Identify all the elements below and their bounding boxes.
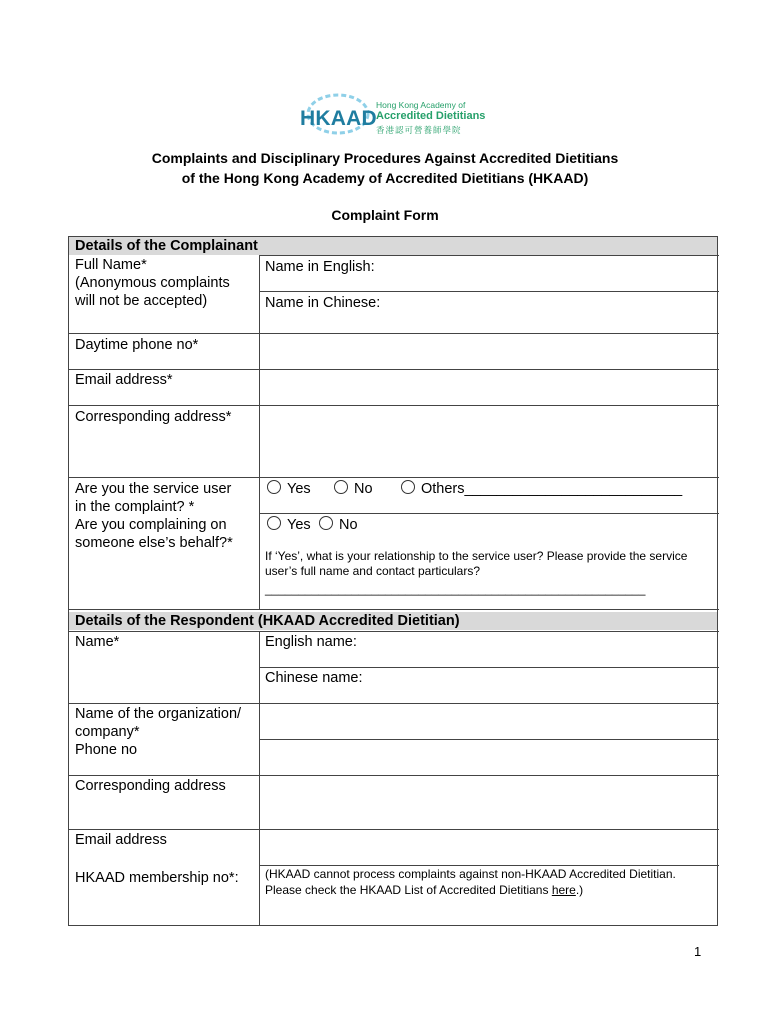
radio-label: Yes	[287, 517, 311, 533]
radio-label: Others___________________________	[421, 481, 683, 497]
row-divider	[259, 291, 719, 292]
respondent-email-input[interactable]	[260, 830, 718, 865]
org-input[interactable]	[260, 704, 718, 739]
address-label: Corresponding address*	[75, 409, 232, 425]
radio-service-no[interactable]	[334, 480, 373, 498]
row-divider	[69, 477, 719, 478]
radio-label: No	[339, 517, 358, 533]
phone-label: Daytime phone no*	[75, 337, 199, 353]
complaint-form-table	[68, 236, 718, 926]
service-user-question-1: Are you the service user	[75, 481, 232, 497]
membership-note-end: .)	[575, 883, 584, 897]
complainant-section-header: Details of the Complainant	[69, 237, 717, 255]
respondent-email-label: Email address	[75, 832, 167, 848]
membership-note-text: Please check the HKAAD List of Accredited Dietitians	[265, 883, 552, 897]
respondent-section-header: Details of the Respondent (HKAAD Accredited Dietitian)	[69, 612, 717, 630]
relationship-prompt-2: user’s full name and contact particulars?	[265, 564, 481, 578]
document-title-line2: of the Hong Kong Academy of Accredited Dietitians (HKAAD)	[181, 170, 589, 186]
address-input[interactable]	[260, 406, 718, 477]
name-english-field[interactable]: Name in English:	[265, 259, 375, 275]
row-divider	[259, 513, 719, 514]
service-user-question-2: in the complaint? *	[75, 499, 195, 515]
row-divider	[69, 609, 719, 610]
radio-circle-icon	[267, 516, 281, 530]
name-chinese-field[interactable]: Name in Chinese:	[265, 295, 381, 311]
radio-service-yes[interactable]	[267, 480, 311, 498]
radio-behalf-no[interactable]	[319, 516, 358, 534]
respondent-phone-input[interactable]	[260, 740, 718, 775]
row-divider	[259, 865, 719, 866]
page-number: 1	[694, 944, 702, 959]
row-divider	[259, 255, 719, 256]
radio-circle-icon	[334, 480, 348, 494]
row-divider	[69, 631, 719, 632]
respondent-english-name-field[interactable]: English name:	[265, 634, 357, 650]
column-divider	[259, 477, 260, 513]
document-title-line1: Complaints and Disciplinary Procedures Against Accredited Dietitians	[151, 150, 619, 166]
respondent-chinese-name-field[interactable]: Chinese name:	[265, 670, 363, 686]
membership-note-2	[265, 883, 583, 898]
radio-circle-icon	[401, 480, 415, 494]
email-label: Email address*	[75, 372, 173, 388]
radio-label: Yes	[287, 481, 311, 497]
form-title: Complaint Form	[331, 207, 439, 223]
org-label-2: company*	[75, 724, 140, 740]
relationship-input-line[interactable]: _________________________________________________________	[265, 582, 646, 596]
respondent-address-label: Corresponding address	[75, 778, 226, 794]
anon-note-1: (Anonymous complaints	[75, 275, 230, 291]
full-name-label: Full Name*	[75, 257, 147, 273]
logo-line1: Hong Kong Academy of	[376, 100, 466, 110]
radio-service-others[interactable]	[401, 480, 682, 498]
org-label-1: Name of the organization/	[75, 706, 242, 722]
radio-circle-icon	[267, 480, 281, 494]
respondent-address-input[interactable]	[260, 776, 718, 829]
logo-abbr: HKAAD	[300, 107, 377, 130]
accredited-list-link[interactable]: here	[551, 883, 576, 897]
radio-label: No	[354, 481, 373, 497]
respondent-phone-label: Phone no	[75, 742, 138, 758]
phone-input[interactable]	[260, 334, 718, 369]
membership-label: HKAAD membership no*:	[75, 870, 239, 886]
radio-behalf-yes[interactable]	[267, 516, 311, 534]
behalf-question-1: Are you complaining on	[75, 517, 227, 533]
logo-line3: 香港認可營養師學院	[376, 125, 462, 135]
email-input[interactable]	[260, 370, 718, 405]
column-divider	[259, 513, 260, 609]
membership-note-1: (HKAAD cannot process complaints against non-HKAAD Accredited Dietitian.	[265, 867, 676, 881]
respondent-name-label: Name*	[75, 634, 120, 650]
logo-line2: Accredited Dietitians	[376, 110, 486, 122]
anon-note-2: will not be accepted)	[75, 293, 208, 309]
relationship-prompt-1: If ‘Yes’, what is your relationship to the service user? Please provide the service	[265, 549, 688, 563]
behalf-question-2: someone else’s behalf?*	[75, 535, 233, 551]
hkaad-logo	[300, 93, 485, 143]
radio-circle-icon	[319, 516, 333, 530]
row-divider	[259, 667, 719, 668]
